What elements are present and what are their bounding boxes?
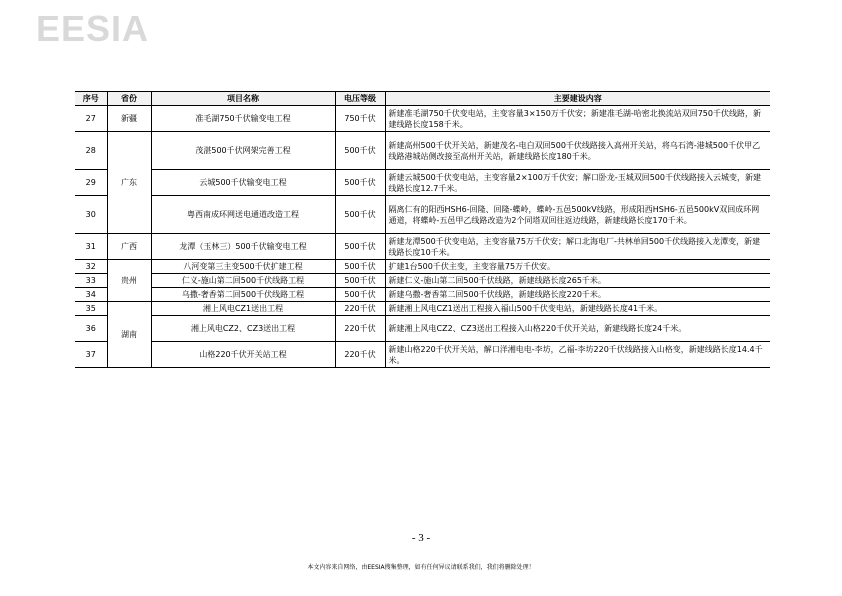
cell-project-name: 粤西南成环网送电通道改造工程 <box>151 196 335 234</box>
header-voltage: 电压等级 <box>335 92 385 106</box>
cell-project-name: 仁义-施山第二回500千伏线路工程 <box>151 274 335 288</box>
cell-voltage: 500千伏 <box>335 288 385 302</box>
cell-serial: 27 <box>75 106 107 132</box>
table-header-row <box>75 92 770 106</box>
table-row <box>75 260 770 274</box>
cell-province: 湖南 <box>107 302 151 368</box>
cell-serial: 33 <box>75 274 107 288</box>
cell-content: 新建云城500千伏变电站，主变容量2×100万千伏安；解口卧龙-玉城双回500千伏线路接入云城变，新建线路长度12.7千米。 <box>385 170 770 196</box>
cell-content: 新建山格220千伏开关站，解口洋湘电电-李坊，乙福-李坊220千伏线路接入山格变，新建线路长度14.4千米。 <box>385 342 770 368</box>
cell-content: 新建高州500千伏开关站，新建茂名-电白双回500千伏线路接入高州开关站，将乌石湾-港城500千伏甲乙线路港城站侧改接至高州开关站，新建线路长度180千米。 <box>385 132 770 170</box>
cell-province: 贵州 <box>107 260 151 302</box>
cell-serial: 37 <box>75 342 107 368</box>
cell-project-name: 湘上风电CZ1送出工程 <box>151 302 335 316</box>
cell-voltage: 500千伏 <box>335 196 385 234</box>
cell-content: 隔离仁有的阳西HSH6-回隆、回隆-蝶岭，蝶岭-五邑500kV线路，形成阳西HSH6-五邑500kV双回成环网通道，将蝶岭-五邑甲乙线路改造为2个同塔双回往返边线路，新建线路长度170千米。 <box>385 196 770 234</box>
cell-serial: 36 <box>75 316 107 342</box>
cell-serial: 35 <box>75 302 107 316</box>
cell-project-name: 八河变第三主变500千伏扩建工程 <box>151 260 335 274</box>
cell-voltage: 220千伏 <box>335 342 385 368</box>
table-row <box>75 342 770 368</box>
footer-disclaimer: 本文内容来自网络，由EESIA搜集整理，如有任何异议请联系我们，我们将删除处理！ <box>307 564 535 571</box>
table-row <box>75 132 770 170</box>
cell-project-name: 准毛湖750千伏输变电工程 <box>151 106 335 132</box>
cell-voltage: 220千伏 <box>335 316 385 342</box>
cell-voltage: 750千伏 <box>335 106 385 132</box>
page-number: - 3 - <box>411 532 431 544</box>
table-row <box>75 288 770 302</box>
cell-project-name: 龙潭（玉林三）500千伏输变电工程 <box>151 234 335 260</box>
cell-voltage: 500千伏 <box>335 170 385 196</box>
cell-province: 新疆 <box>107 106 151 132</box>
cell-serial: 29 <box>75 170 107 196</box>
cell-content: 扩建1台500千伏主变，主变容量75万千伏安。 <box>385 260 770 274</box>
header-province: 省份 <box>107 92 151 106</box>
cell-province: 广西 <box>107 234 151 260</box>
cell-content: 新建湘上风电CZ1送出工程接入福山500千伏变电站，新建线路长度41千米。 <box>385 302 770 316</box>
table-row <box>75 196 770 234</box>
cell-serial: 34 <box>75 288 107 302</box>
cell-content: 新建龙潭500千伏变电站，主变容量75万千伏安；解口北海电厂-共林单回500千伏线路接入龙潭变，新建线路长度10千米。 <box>385 234 770 260</box>
cell-content: 新建仁义-施山第二回500千伏线路，新建线路长度265千米。 <box>385 274 770 288</box>
cell-content: 新建准毛湖750千伏变电站，主变容量3×150万千伏安；新建准毛湖-哈密北换流站双回750千伏线路，新建线路长度158千米。 <box>385 106 770 132</box>
cell-project-name: 茂湛500千伏网架完善工程 <box>151 132 335 170</box>
table-row <box>75 302 770 316</box>
project-table <box>75 91 770 368</box>
cell-project-name: 乌撒-奢香第二回500千伏线路工程 <box>151 288 335 302</box>
header-content: 主要建设内容 <box>385 92 770 106</box>
cell-content: 新建湘上风电CZ2、CZ3送出工程接入山格220千伏开关站，新建线路长度24千米。 <box>385 316 770 342</box>
cell-voltage: 500千伏 <box>335 234 385 260</box>
table-row <box>75 106 770 132</box>
cell-province: 广东 <box>107 132 151 234</box>
table-row <box>75 274 770 288</box>
cell-project-name: 湘上风电CZ2、CZ3送出工程 <box>151 316 335 342</box>
cell-voltage: 500千伏 <box>335 274 385 288</box>
eesia-logo: EESIA <box>36 8 150 49</box>
cell-serial: 32 <box>75 260 107 274</box>
cell-project-name: 山格220千伏开关站工程 <box>151 342 335 368</box>
cell-project-name: 云城500千伏输变电工程 <box>151 170 335 196</box>
header-project-name: 项目名称 <box>151 92 335 106</box>
header-serial: 序号 <box>75 92 107 106</box>
cell-voltage: 500千伏 <box>335 260 385 274</box>
table-row <box>75 170 770 196</box>
cell-serial: 28 <box>75 132 107 170</box>
cell-serial: 30 <box>75 196 107 234</box>
table-row <box>75 234 770 260</box>
cell-serial: 31 <box>75 234 107 260</box>
cell-content: 新建乌撒-奢香第二回500千伏线路，新建线路长度220千米。 <box>385 288 770 302</box>
cell-voltage: 220千伏 <box>335 302 385 316</box>
table-row <box>75 316 770 342</box>
cell-voltage: 500千伏 <box>335 132 385 170</box>
